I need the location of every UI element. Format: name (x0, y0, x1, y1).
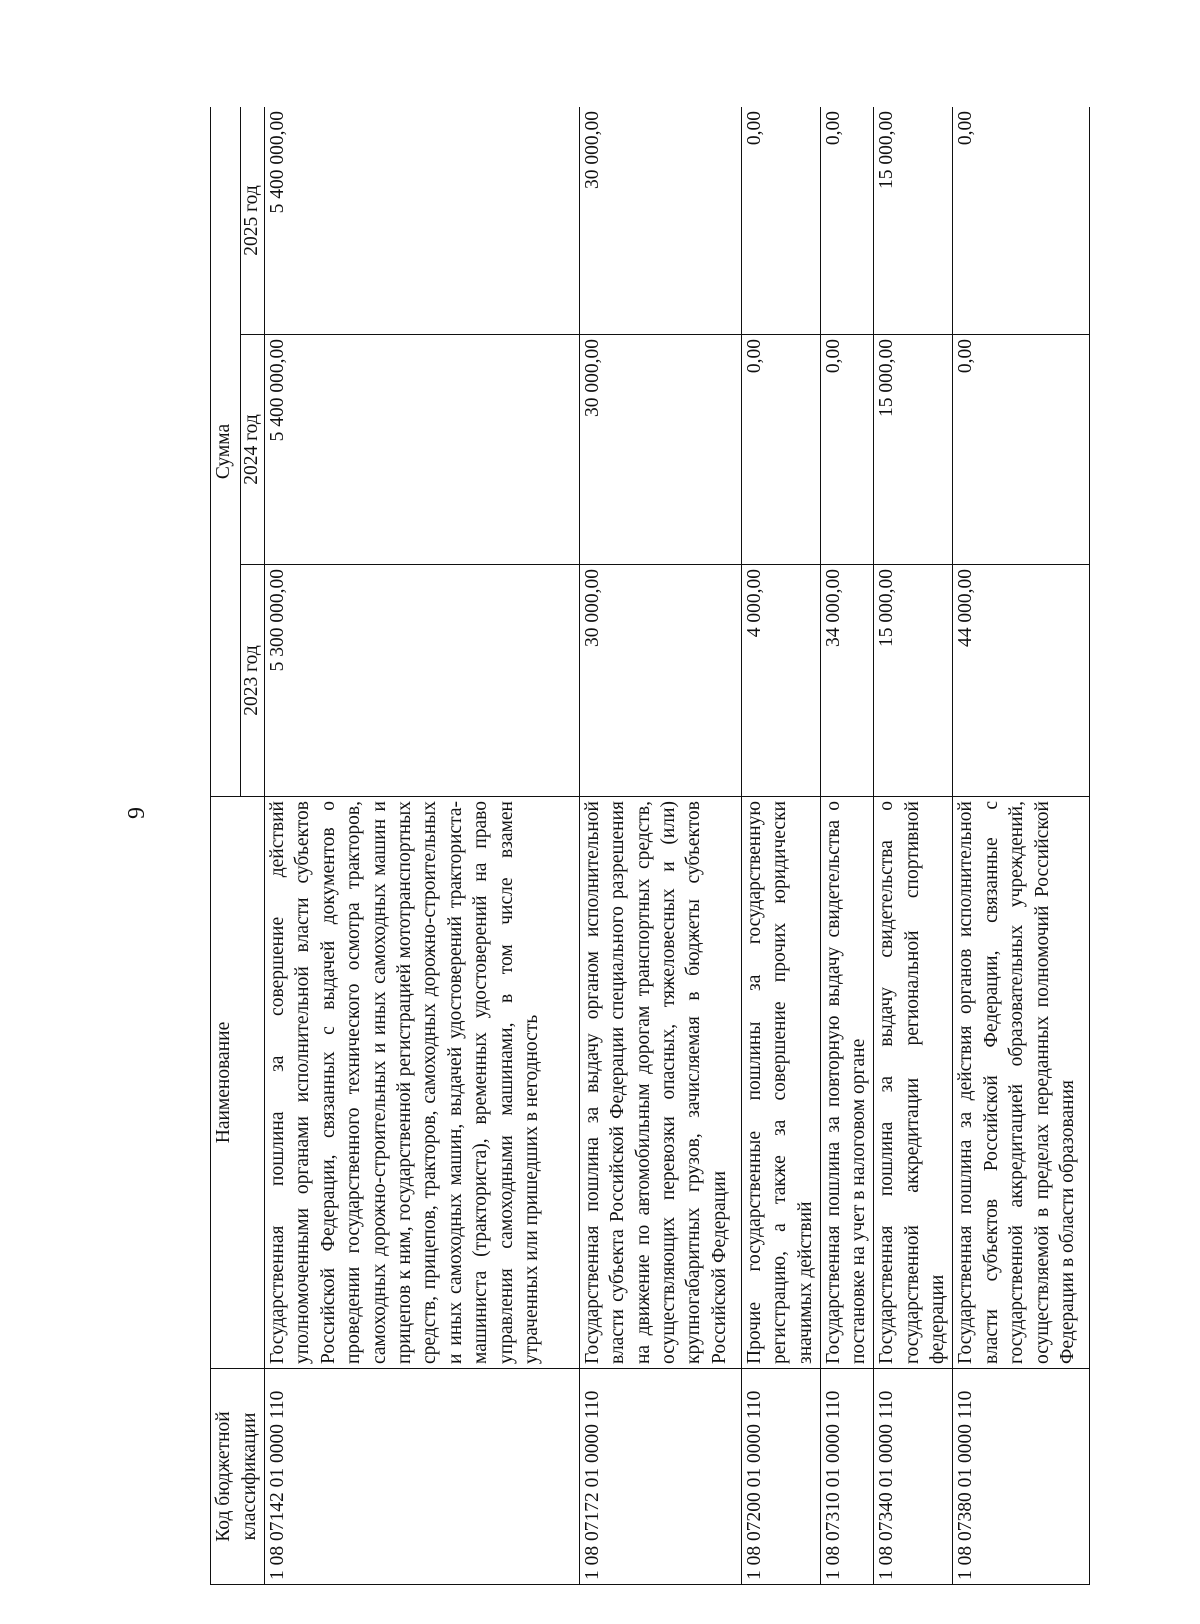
table-row (820, 107, 874, 1585)
row-value-2024: 0,00 (820, 335, 874, 565)
row-name: Прочие государственные пошлины за государственную регистрацию, а также за совершение прочих юридически значимых действий (741, 797, 820, 1369)
row-value-2024: 15 000,00 (874, 335, 953, 565)
row-code: 1 08 07380 01 0000 110 (953, 1369, 1090, 1585)
header-sum: Сумма (211, 107, 241, 797)
row-code: 1 08 07172 01 0000 110 (579, 1369, 741, 1585)
row-name: Государственная пошлина за совершение действий уполномоченными органами исполнительной власти субъектов Российской Федерации, связанных с выдачей документов о проведении государственного технического осмотра тракторов, самоходных дорожно-строительных и иных самоходных машин и прицепов к ним, государственной регистрацией мототранспортных средств, прицепов, тракторов, самоходных дорожно-строительных и иных самоходных машин, выдачей удостоверений тракториста-машиниста (тракториста), временных удостоверений на право управления самоходными машинами, в том числе взамен утраченных или пришедших в негодность (265, 797, 580, 1369)
row-code: 1 08 07340 01 0000 110 (874, 1369, 953, 1585)
row-value-2023: 5 300 000,00 (265, 565, 580, 797)
row-value-2025: 30 000,00 (579, 107, 741, 335)
row-value-2023: 34 000,00 (820, 565, 874, 797)
row-value-2025: 0,00 (953, 107, 1090, 335)
row-value-2023: 15 000,00 (874, 565, 953, 797)
budget-table-container (210, 107, 1090, 1585)
header-year-2025: 2025 год (241, 107, 265, 335)
table-row (874, 107, 953, 1585)
table-row (953, 107, 1090, 1585)
row-code: 1 08 07142 01 0000 110 (265, 1369, 580, 1585)
row-value-2023: 4 000,00 (741, 565, 820, 797)
row-name: Государственная пошлина за повторную выдачу свидетельства о постановке на учет в налоговом органе (820, 797, 874, 1369)
row-value-2024: 0,00 (953, 335, 1090, 565)
row-value-2025: 5 400 000,00 (265, 107, 580, 335)
row-name: Государственная пошлина за выдачу свидетельства о государственной аккредитации региональной спортивной федерации (874, 797, 953, 1369)
header-name: Наименование (211, 797, 265, 1369)
header-year-2024: 2024 год (241, 335, 265, 565)
header-code: Код бюджетной классификации (211, 1369, 265, 1585)
row-value-2024: 0,00 (741, 335, 820, 565)
row-name: Государственная пошлина за выдачу органом исполнительной власти субъекта Российской Федерации специального разрешения на движение по автомобильным дорогам транспортных средств, осуществляющих перевозки опасных, тяжеловесных и (или) крупногабаритных грузов, зачисляемая в бюджеты субъектов Российской Федерации (579, 797, 741, 1369)
budget-table (210, 107, 1090, 1585)
row-value-2023: 30 000,00 (579, 565, 741, 797)
row-value-2025: 15 000,00 (874, 107, 953, 335)
row-value-2024: 5 400 000,00 (265, 335, 580, 565)
header-year-2023: 2023 год (241, 565, 265, 797)
row-value-2025: 0,00 (741, 107, 820, 335)
row-value-2023: 44 000,00 (953, 565, 1090, 797)
row-value-2025: 0,00 (820, 107, 874, 335)
table-row (741, 107, 820, 1585)
row-value-2024: 30 000,00 (579, 335, 741, 565)
table-row (265, 107, 580, 1585)
row-code: 1 08 07310 01 0000 110 (820, 1369, 874, 1585)
page-number: 9 (124, 807, 150, 819)
row-name: Государственная пошлина за действия органов исполнительной власти субъектов Российской Федерации, связанные с государственной аккредитацией образовательных учреждений, осуществляемой в пределах переданных полномочий Российской Федерации в области образования (953, 797, 1090, 1369)
table-row (579, 107, 741, 1585)
row-code: 1 08 07200 01 0000 110 (741, 1369, 820, 1585)
